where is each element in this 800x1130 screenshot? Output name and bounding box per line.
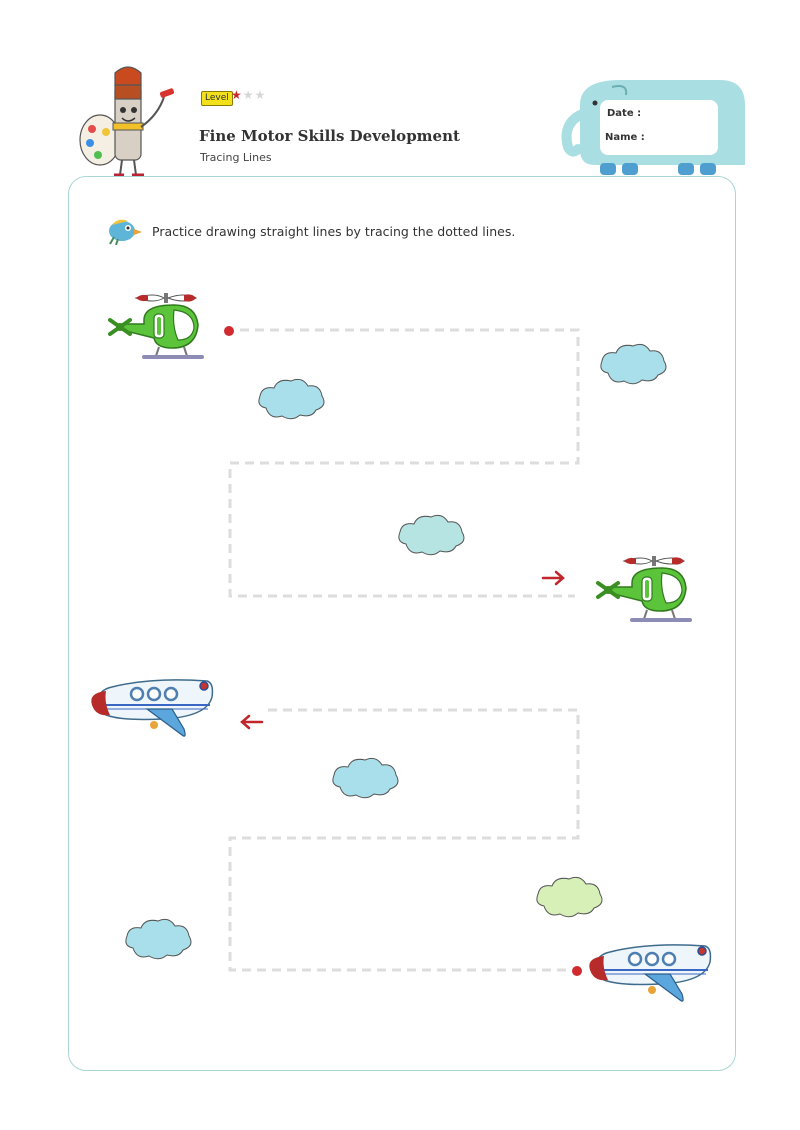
tracing-path-bottom	[230, 710, 578, 970]
page-title: Fine Motor Skills Development	[199, 127, 460, 145]
airplane-end	[91, 680, 212, 736]
helicopter-start	[110, 293, 202, 357]
star-empty-icon: ★	[242, 88, 255, 102]
cloud	[537, 877, 602, 916]
star-filled-icon: ★	[231, 88, 243, 102]
start-dot	[224, 326, 234, 336]
star-empty-icon: ★	[254, 88, 267, 102]
cloud	[259, 379, 324, 418]
airplane-start	[589, 945, 710, 1001]
helicopter-end	[598, 556, 690, 620]
level-badge: Level	[201, 91, 233, 106]
start-dot	[572, 966, 582, 976]
arrow-right-icon	[543, 572, 563, 584]
tracing-path-top	[230, 330, 578, 596]
cloud	[601, 344, 666, 383]
page-subtitle: Tracing Lines	[200, 151, 272, 164]
arrow-left-icon	[242, 716, 262, 728]
cloud	[399, 515, 464, 554]
name-label: Name :	[605, 132, 645, 143]
date-label: Date :	[607, 108, 642, 119]
instruction-text: Practice drawing straight lines by tracing the dotted lines.	[152, 224, 516, 239]
cloud	[126, 919, 191, 958]
cloud	[333, 758, 398, 797]
